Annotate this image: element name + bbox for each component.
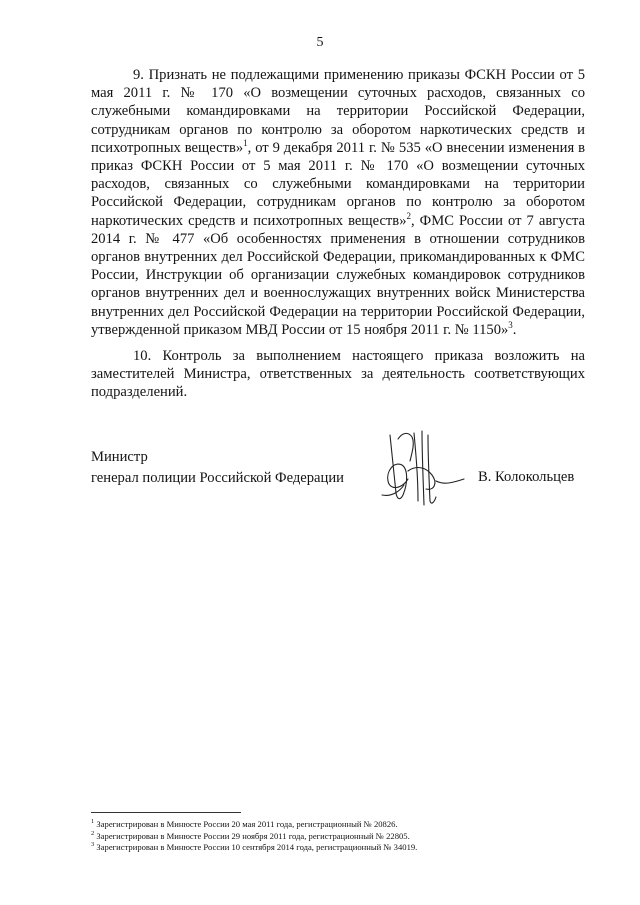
footnote-3: $^3$ Зарегистрирован в Минюсте России 10 сентября 2014 года, регистрационный № 34019. <box>91 841 418 852</box>
footnote-1: $^1$ Зарегистрирован в Минюсте России 20 мая 2011 года, регистрационный № 20826. <box>91 818 398 829</box>
signatory-title: Министр <box>91 449 148 465</box>
paragraph-9-part-2: , от 9 декабря 2011 г. № 535 «О внесении изменения в приказ ФСКН России от 5 мая 2011 г. № 170 «О возмещении суточных расходов, связанных со служебными командировками на территории Российской Федерации, сотрудникам органов по контролю за оборотом наркотических средств и психотропных веществ» <box>91 139 585 229</box>
paragraph-9-part-1: 9. Признать не подлежащими применению приказы ФСКН России от 5 мая 2011 г. № 170 «О возмещении суточных расходов, связанных со служебными командировками на территории Российской Федерации, сотрудникам органов по контролю за оборотом наркотических средств и психотропных веществ» <box>91 67 585 156</box>
signatory-rank: генерал полиции Российской Федерации <box>91 470 344 486</box>
footnote-2: $^2$ Зарегистрирован в Минюсте России 29 ноября 2011 года, регистрационный № 22805. <box>91 829 410 841</box>
footnote-ref-3: 3 <box>508 319 513 330</box>
signatory-position <box>91 447 344 489</box>
handwritten-signature <box>378 425 470 515</box>
signatory-name: В. Колокольцев <box>478 469 575 485</box>
paragraph-9-part-3: , ФМС России от 7 августа 2014 г. № 477 «Об особенностях применения в отношении сотрудников органов внутренних дел Российской Федерации, прикомандированных к ФМС России, Инструкции об организации служебных командировок сотрудников органов внутренних дел и военнослужащих внутренних войск Министерства внутренних дел Российской Федерации на территории Российской Федерации, утвержденной приказом МВД России от 15 ноября 2011 г. № 1150» <box>91 212 586 338</box>
page-number: 5 <box>316 35 324 50</box>
footnotes <box>91 819 591 854</box>
paragraph-9-end: . <box>512 321 517 338</box>
footnote-ref-2: 2 <box>406 210 411 221</box>
footnote-divider <box>91 812 241 813</box>
footnote-ref-1: 1 <box>243 137 248 148</box>
paragraph-10: 10. Контроль за выполнением настоящего приказа возложить на заместителей Министра, ответственных за деятельность соответствующих подразделений. <box>91 348 585 401</box>
paragraph-9 <box>91 66 585 339</box>
